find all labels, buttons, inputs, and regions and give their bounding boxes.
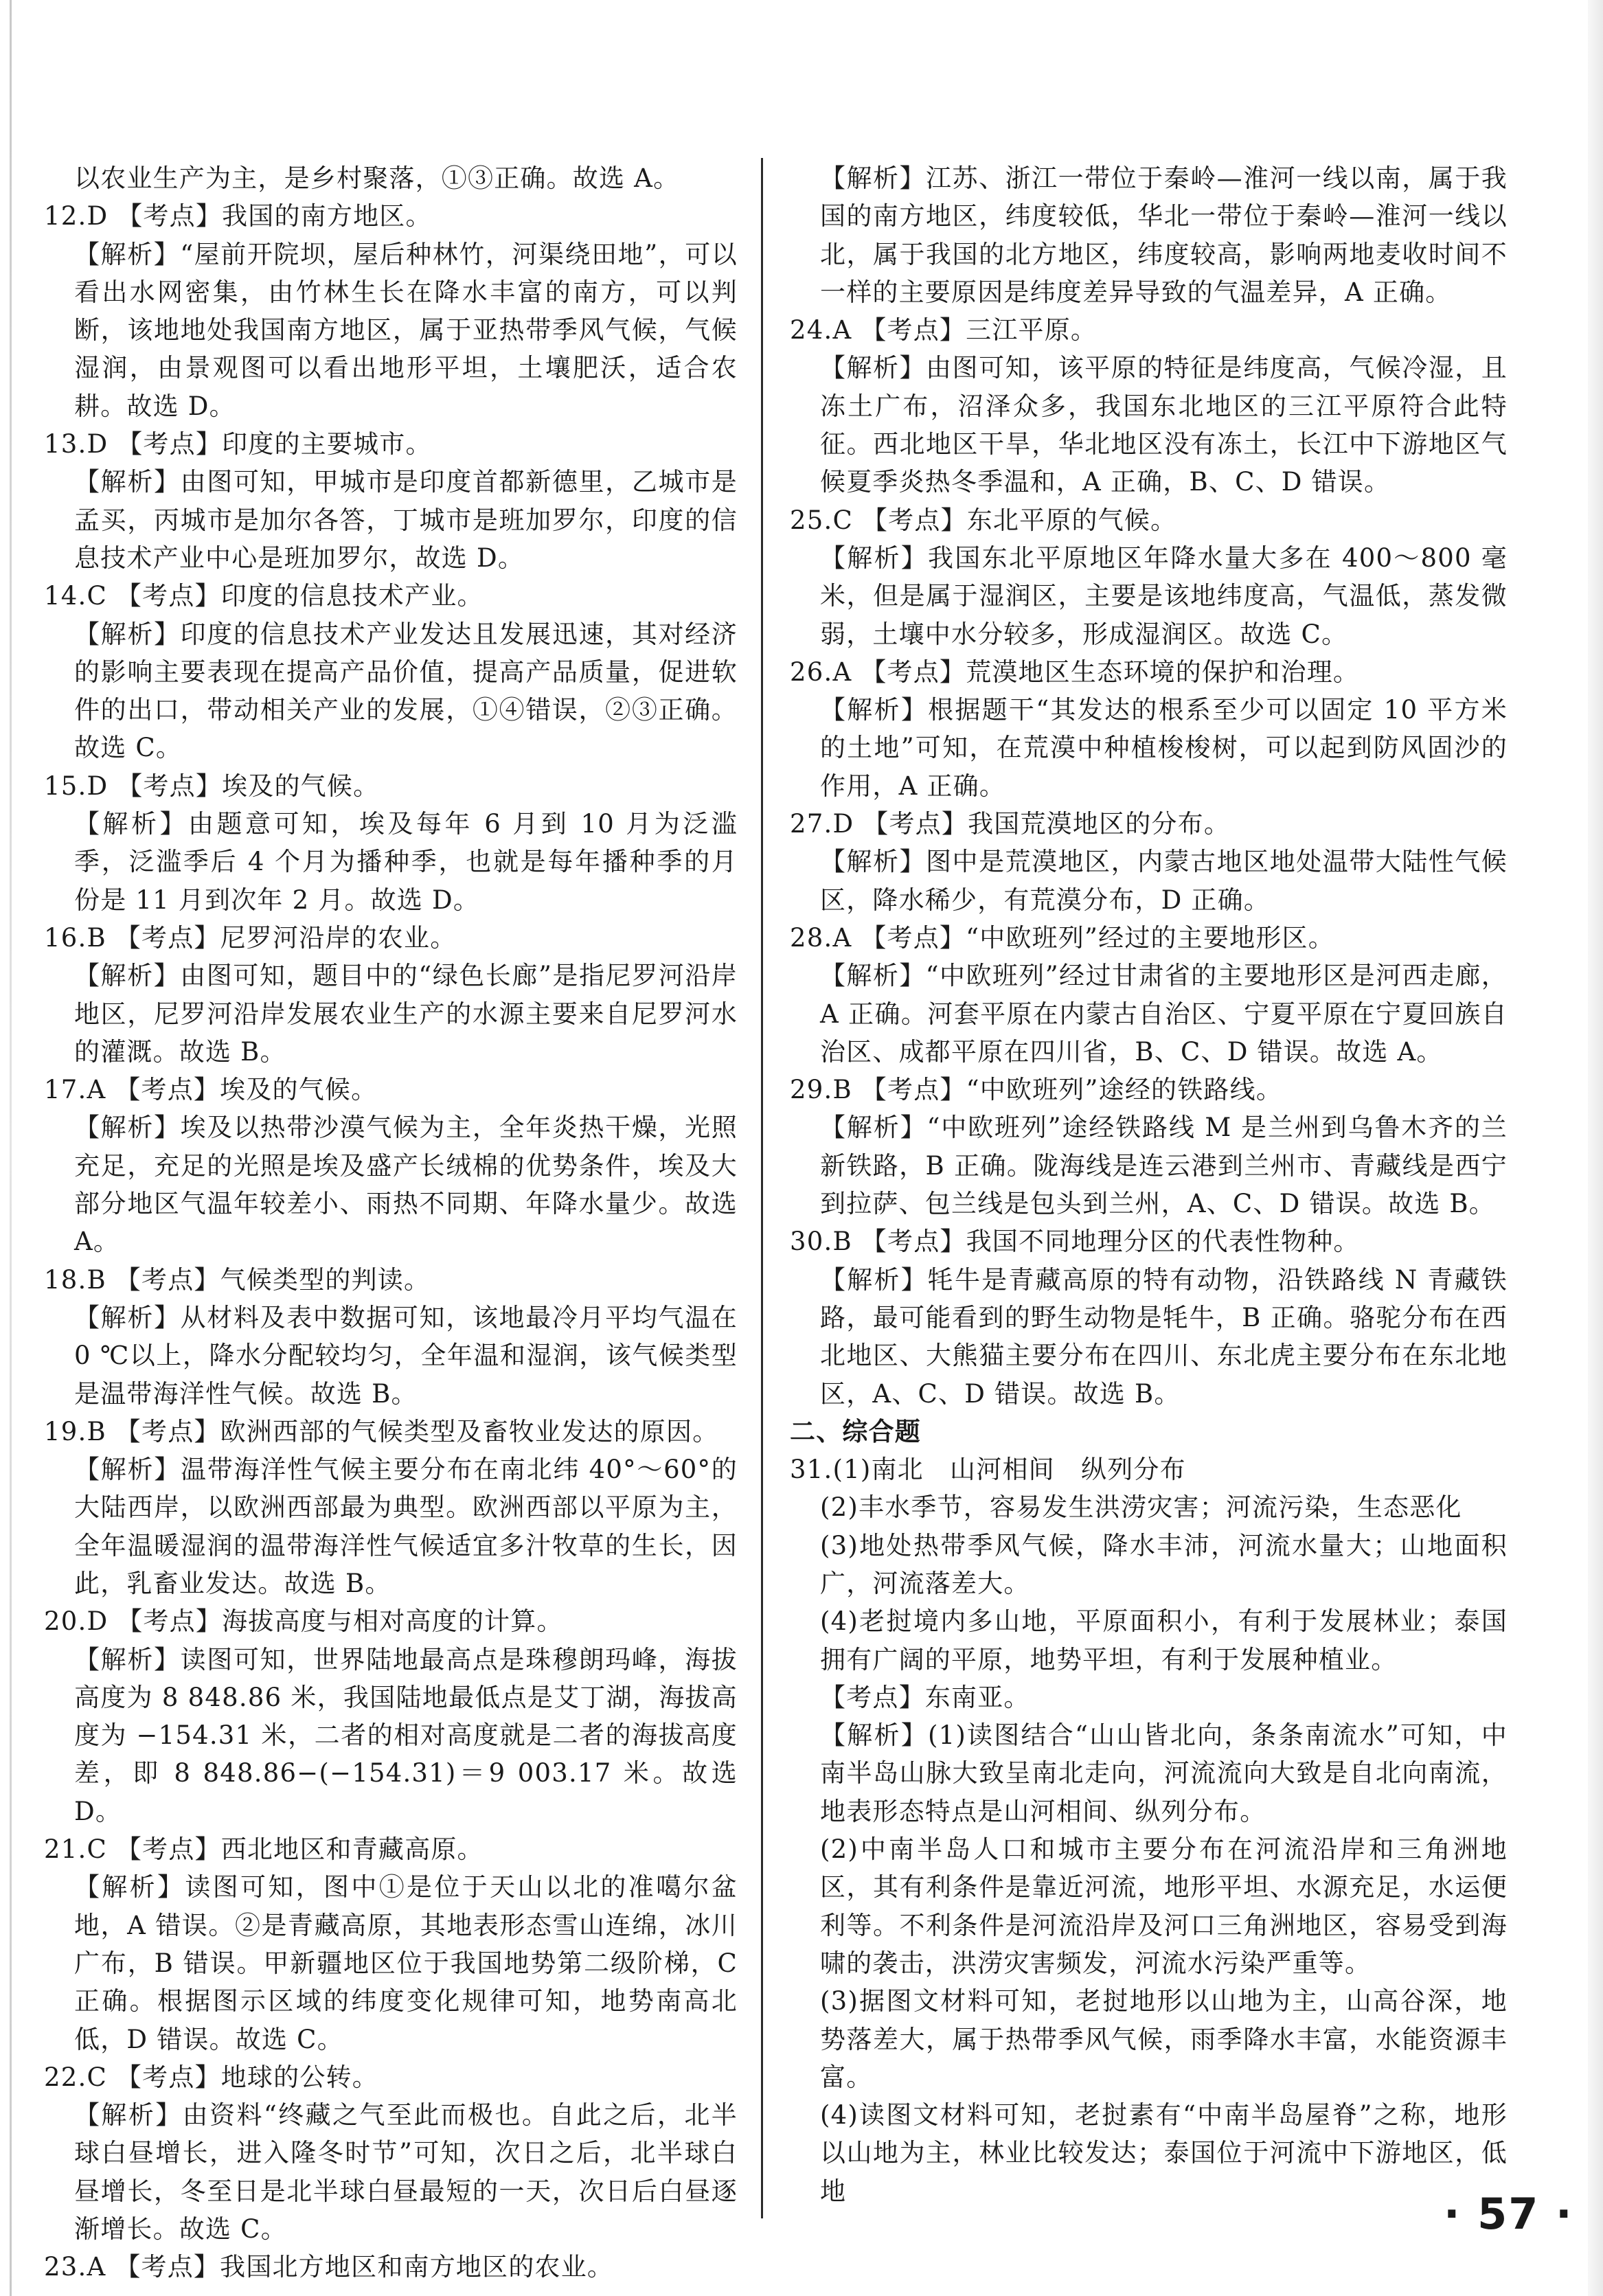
question-line: 31.(1)南北 山河相间 纵列分布 bbox=[790, 1455, 1186, 1485]
question-line: 19.B 【考点】欧洲西部的气候类型及畜牧业发达的原因。 bbox=[44, 1416, 719, 1446]
question-line: 28.A 【考点】“中欧班列”经过的主要地形区。 bbox=[790, 922, 1334, 953]
explanation-paragraph: 【解析】江苏、浙江一带位于秦岭—淮河一线以南，属于我国的南方地区，纬度较低，华北一带位于秦岭—淮河一线以北，属于我国的北方地区，纬度较高，影响两地麦收时间不一样的主要原因是纬度差异导致的气温差异，A 正确。 bbox=[820, 163, 1508, 307]
explanation-paragraph: (2)丰水季节，容易发生洪涝灾害；河流污染，生态恶化 bbox=[820, 1492, 1462, 1523]
explanation-paragraph: (4)读图文材料可知，老挝素有“中南半岛屋脊”之称，地形以山地为主，林业比较发达；泰国位于河流中下游地区，低地 bbox=[820, 2100, 1508, 2206]
explanation-paragraph: 【解析】牦牛是青藏高原的特有动物，沿铁路线 N 青藏铁路，最可能看到的野生动物是牦牛，B 正确。骆驼分布在西北地区、大熊猫主要分布在四川、东北虎主要分布在东北地区，A、C、D 错误。故选 B。 bbox=[820, 1264, 1508, 1409]
column-divider bbox=[761, 158, 763, 2218]
question-line: 17.A 【考点】埃及的气候。 bbox=[44, 1075, 378, 1105]
page-number: · 57 · bbox=[1444, 2189, 1573, 2239]
explanation-paragraph: 【解析】从材料及表中数据可知，该地最冷月平均气温在 0 ℃以上，降水分配较均匀，全年温和湿润，该气候类型是温带海洋性气候。故选 B。 bbox=[74, 1302, 738, 1409]
page-left-edge bbox=[10, 0, 12, 2296]
question-line: 27.D 【考点】我国荒漠地区的分布。 bbox=[790, 809, 1231, 839]
explanation-paragraph: 【解析】由图可知，题目中的“绿色长廊”是指尼罗河沿岸地区，尼罗河沿岸发展农业生产的水源主要来自尼罗河水的灌溉。故选 B。 bbox=[74, 961, 738, 1067]
explanation-paragraph: (4)老挝境内多山地，平原面积小，有利于发展林业；泰国拥有广阔的平原，地势平坦，有利于发展种植业。 bbox=[820, 1606, 1508, 1674]
question-line: 13.D 【考点】印度的主要城市。 bbox=[44, 429, 432, 459]
explanation-paragraph: (3)据图文材料可知，老挝地形以山地为主，山高谷深，地势落差大，属于热带季风气候，雨季降水丰富，水能资源丰富。 bbox=[820, 1986, 1508, 2092]
explanation-paragraph: 【解析】由题意可知，埃及每年 6 月到 10 月为泛滥季，泛滥季后 4 个月为播种季，也就是每年播种季的月份是 11 月到次年 2 月。故选 D。 bbox=[74, 809, 738, 915]
explanation-paragraph: 【解析】我国东北平原地区年降水量大多在 400～800 毫米，但是属于湿润区，主要是该地纬度高，气温低，蒸发微弱，土壤中水分较多，形成湿润区。故选 C。 bbox=[820, 543, 1508, 649]
question-line: 24.A 【考点】三江平原。 bbox=[790, 315, 1098, 345]
explanation-paragraph: 【解析】“中欧班列”途经铁路线 M 是兰州到乌鲁木齐的兰新铁路，B 正确。陇海线是连云港到兰州市、青藏线是西宁到拉萨、包兰线是包头到兰州，A、C、D 错误。故选 B。 bbox=[820, 1113, 1508, 1219]
question-line: 15.D 【考点】埃及的气候。 bbox=[44, 771, 380, 801]
question-line: 18.B 【考点】气候类型的判读。 bbox=[44, 1264, 431, 1295]
explanation-paragraph: 【解析】读图可知，世界陆地最高点是珠穆朗玛峰，海拔高度为 8 848.86 米，我国陆地最低点是艾丁湖，海拔高度为 −154.31 米，二者的相对高度就是二者的海拔高度差，即 8 848.86−(−154.31)＝9 003.17 米。故选 D。 bbox=[74, 1644, 738, 1826]
explanation-paragraph: 【解析】印度的信息技术产业发达且发展迅速，其对经济的影响主要表现在提高产品价值，提高产品质量，促进软件的出口，带动相关产业的发展，①④错误，②③正确。故选 C。 bbox=[74, 619, 738, 763]
explanation-paragraph: 以农业生产为主，是乡村聚落，①③正确。故选 A。 bbox=[74, 163, 680, 193]
explanation-paragraph: 【解析】图中是荒漠地区，内蒙古地区地处温带大陆性气候区，降水稀少，有荒漠分布，D 正确。 bbox=[820, 847, 1508, 915]
question-line: 12.D 【考点】我国的南方地区。 bbox=[44, 201, 432, 231]
question-line: 30.B 【考点】我国不同地理分区的代表性物种。 bbox=[790, 1227, 1360, 1257]
explanation-paragraph: 【解析】温带海洋性气候主要分布在南北纬 40°～60°的大陆西岸，以欧洲西部最为典型。欧洲西部以平原为主，全年温暖湿润的温带海洋性气候适宜多汁牧草的生长，因此，乳畜业发达。故选 B。 bbox=[74, 1455, 738, 1598]
explanation-paragraph: (2)中南半岛人口和城市主要分布在河流沿岸和三角洲地区，其有利条件是靠近河流，地形平坦、水源充足，水运便利等。不利条件是河流沿岸及河口三角洲地区，容易受到海啸的袭击，洪涝灾害频发，河流水污染严重等。 bbox=[820, 1834, 1508, 1978]
left-column bbox=[44, 159, 738, 2286]
explanation-paragraph: 【解析】(1)读图结合“山山皆北向，条条南流水”可知，中南半岛山脉大致呈南北走向，河流流向大致是自北向南流，地表形态特点是山河相间、纵列分布。 bbox=[820, 1720, 1508, 1826]
explanation-paragraph: (3)地处热带季风气候，降水丰沛，河流水量大；山地面积广，河流落差大。 bbox=[820, 1530, 1508, 1598]
question-line: 29.B 【考点】“中欧班列”途经的铁路线。 bbox=[790, 1075, 1283, 1105]
question-line: 25.C 【考点】东北平原的气候。 bbox=[790, 505, 1177, 535]
question-line: 23.A 【考点】我国北方地区和南方地区的农业。 bbox=[44, 2252, 614, 2282]
right-column bbox=[790, 159, 1508, 2210]
question-line: 16.B 【考点】尼罗河沿岸的农业。 bbox=[44, 922, 457, 953]
question-line: 26.A 【考点】荒漠地区生态环境的保护和治理。 bbox=[790, 657, 1360, 687]
section-title: 二、综合题 bbox=[790, 1416, 921, 1446]
explanation-paragraph: 【解析】由资料“终藏之气至此而极也。自此之后，北半球白昼增长，进入隆冬时节”可知，次日之后，北半球白昼增长，冬至日是北半球白昼最短的一天，次日后白昼逐渐增长。故选 C。 bbox=[74, 2100, 738, 2244]
explanation-paragraph: 【解析】“中欧班列”经过甘肃省的主要地形区是河西走廊，A 正确。河套平原在内蒙古自治区、宁夏平原在宁夏回族自治区、成都平原在四川省，B、C、D 错误。故选 A。 bbox=[820, 961, 1508, 1067]
explanation-paragraph: 【解析】埃及以热带沙漠气候为主，全年炎热干燥，光照充足，充足的光照是埃及盛产长绒棉的优势条件，埃及大部分地区气温年较差小、雨热不同期、年降水量少。故选 A。 bbox=[74, 1113, 738, 1257]
explanation-paragraph: 【解析】根据题干“其发达的根系至少可以固定 10 平方米的土地”可知，在荒漠中种植梭梭树，可以起到防风固沙的作用，A 正确。 bbox=[820, 695, 1508, 801]
page-right-edge bbox=[1588, 0, 1603, 2296]
question-line: 20.D 【考点】海拔高度与相对高度的计算。 bbox=[44, 1606, 563, 1637]
explanation-paragraph: 【解析】“屋前开院坝，屋后种林竹，河渠绕田地”，可以看出水网密集，由竹林生长在降水丰富的南方，可以判断，该地地处我国南方地区，属于亚热带季风气候，气候湿润，由景观图可以看出地形平坦，土壤肥沃，适合农耕。故选 D。 bbox=[74, 239, 738, 421]
question-line: 22.C 【考点】地球的公转。 bbox=[44, 2062, 378, 2092]
question-line: 21.C 【考点】西北地区和青藏高原。 bbox=[44, 1834, 484, 1865]
question-line: 14.C 【考点】印度的信息技术产业。 bbox=[44, 581, 484, 611]
explanation-paragraph: 【解析】由图可知，该平原的特征是纬度高，气候冷湿，且冻土广布，沼泽众多，我国东北地区的三江平原符合此特征。西北地区干旱，华北地区没有冻土，长江中下游地区气候夏季炎热冬季温和，A 正确，B、C、D 错误。 bbox=[820, 353, 1508, 497]
explanation-paragraph: 【解析】由图可知，甲城市是印度首都新德里，乙城市是孟买，丙城市是加尔各答，丁城市是班加罗尔，印度的信息技术产业中心是班加罗尔，故选 D。 bbox=[74, 467, 738, 573]
explanation-paragraph: 【考点】东南亚。 bbox=[820, 1682, 1030, 1712]
explanation-paragraph: 【解析】读图可知，图中①是位于天山以北的准噶尔盆地，A 错误。②是青藏高原，其地表形态雪山连绵，冰川广布，B 错误。甲新疆地区位于我国地势第二级阶梯，C 正确。根据图示区域的纬度变化规律可知，地势南高北低，D 错误。故选 C。 bbox=[74, 1872, 738, 2054]
